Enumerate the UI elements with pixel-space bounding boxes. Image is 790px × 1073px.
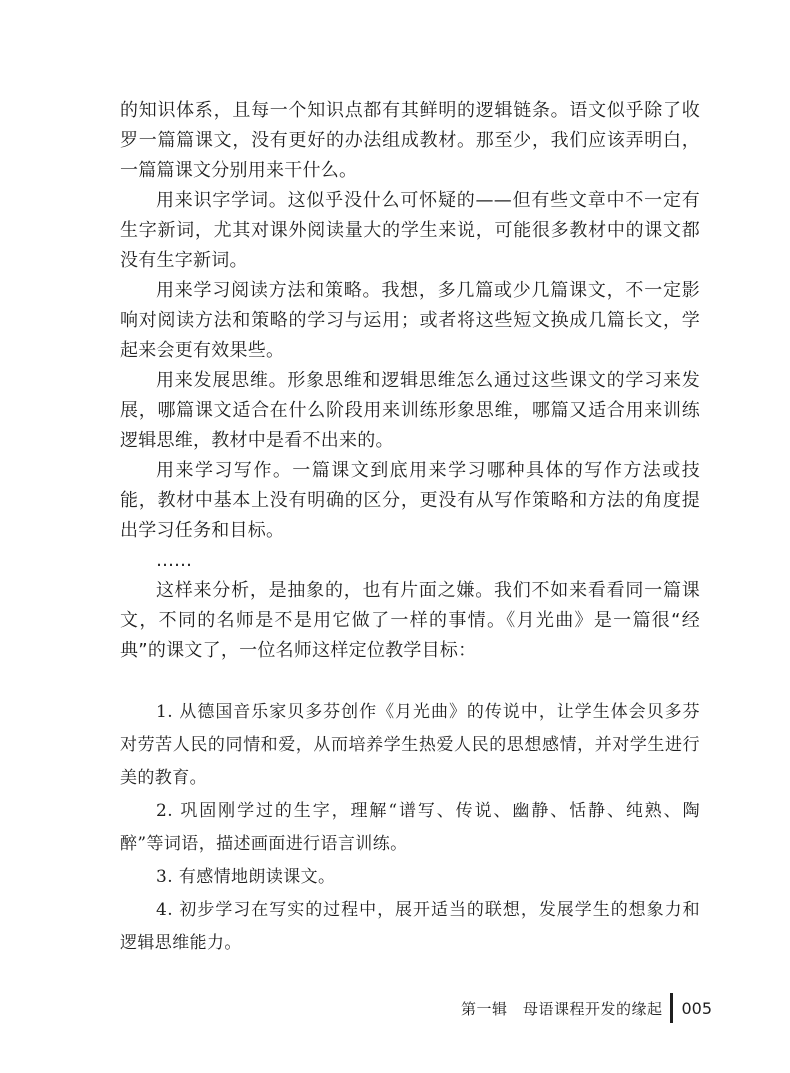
chapter-title: 第一辑 母语课程开发的缘起 (460, 999, 663, 1018)
paragraph-2: 用来识字学词。这似乎没什么可怀疑的——但有些文章中不一定有生字新词，尤其对课外阅读量大的学生来说，可能很多教材中的课文都没有生字新词。 (120, 190, 700, 271)
page-number: 005 (681, 998, 712, 1018)
paragraph-3: 用来学习阅读方法和策略。我想，多几篇或少几篇课文，不一定影响对阅读方法和策略的学习与运用；或者将这些短文换成几篇长文，学起来会更有效果些。 (120, 280, 700, 361)
teaching-goal-4: 4. 初步学习在写实的过程中，展开适当的联想，发展学生的想象力和逻辑思维能力。 (120, 900, 700, 953)
teaching-goal-2: 2. 巩固刚学过的生字，理解“谱写、传说、幽静、恬静、纯熟、陶醉”等词语，描述画面进行语言训练。 (120, 801, 700, 854)
page-footer (461, 991, 712, 1025)
page-content (120, 96, 700, 960)
paragraph-5: 用来学习写作。一篇课文到底用来学习哪种具体的写作方法或技能，教材中基本上没有明确的区分，更没有从写作策略和方法的角度提出学习任务和目标。 (120, 460, 700, 541)
footer-divider (670, 993, 673, 1023)
ellipsis: …… (156, 550, 192, 571)
teaching-goal-3: 3. 有感情地朗读课文。 (156, 867, 336, 887)
teaching-goal-1: 1. 从德国音乐家贝多芬创作《月光曲》的传说中，让学生体会贝多芬对劳苦人民的同情和爱，从而培养学生热爱人民的思想感情，并对学生进行美的教育。 (120, 702, 700, 788)
teaching-goals-list (120, 696, 700, 960)
paragraph-1: 的知识体系，且每一个知识点都有其鲜明的逻辑链条。语文似乎除了收罗一篇篇课文，没有更好的办法组成教材。那至少，我们应该弄明白，一篇篇课文分别用来干什么。 (120, 100, 700, 181)
paragraph-4: 用来发展思维。形象思维和逻辑思维怎么通过这些课文的学习来发展，哪篇课文适合在什么阶段用来训练形象思维，哪篇又适合用来训练逻辑思维，教材中是看不出来的。 (120, 370, 700, 451)
paragraph-6: 这样来分析，是抽象的，也有片面之嫌。我们不如来看看同一篇课文，不同的名师是不是用它做了一样的事情。《月光曲》是一篇很“经典”的课文了，一位名师这样定位教学目标： (120, 580, 700, 661)
